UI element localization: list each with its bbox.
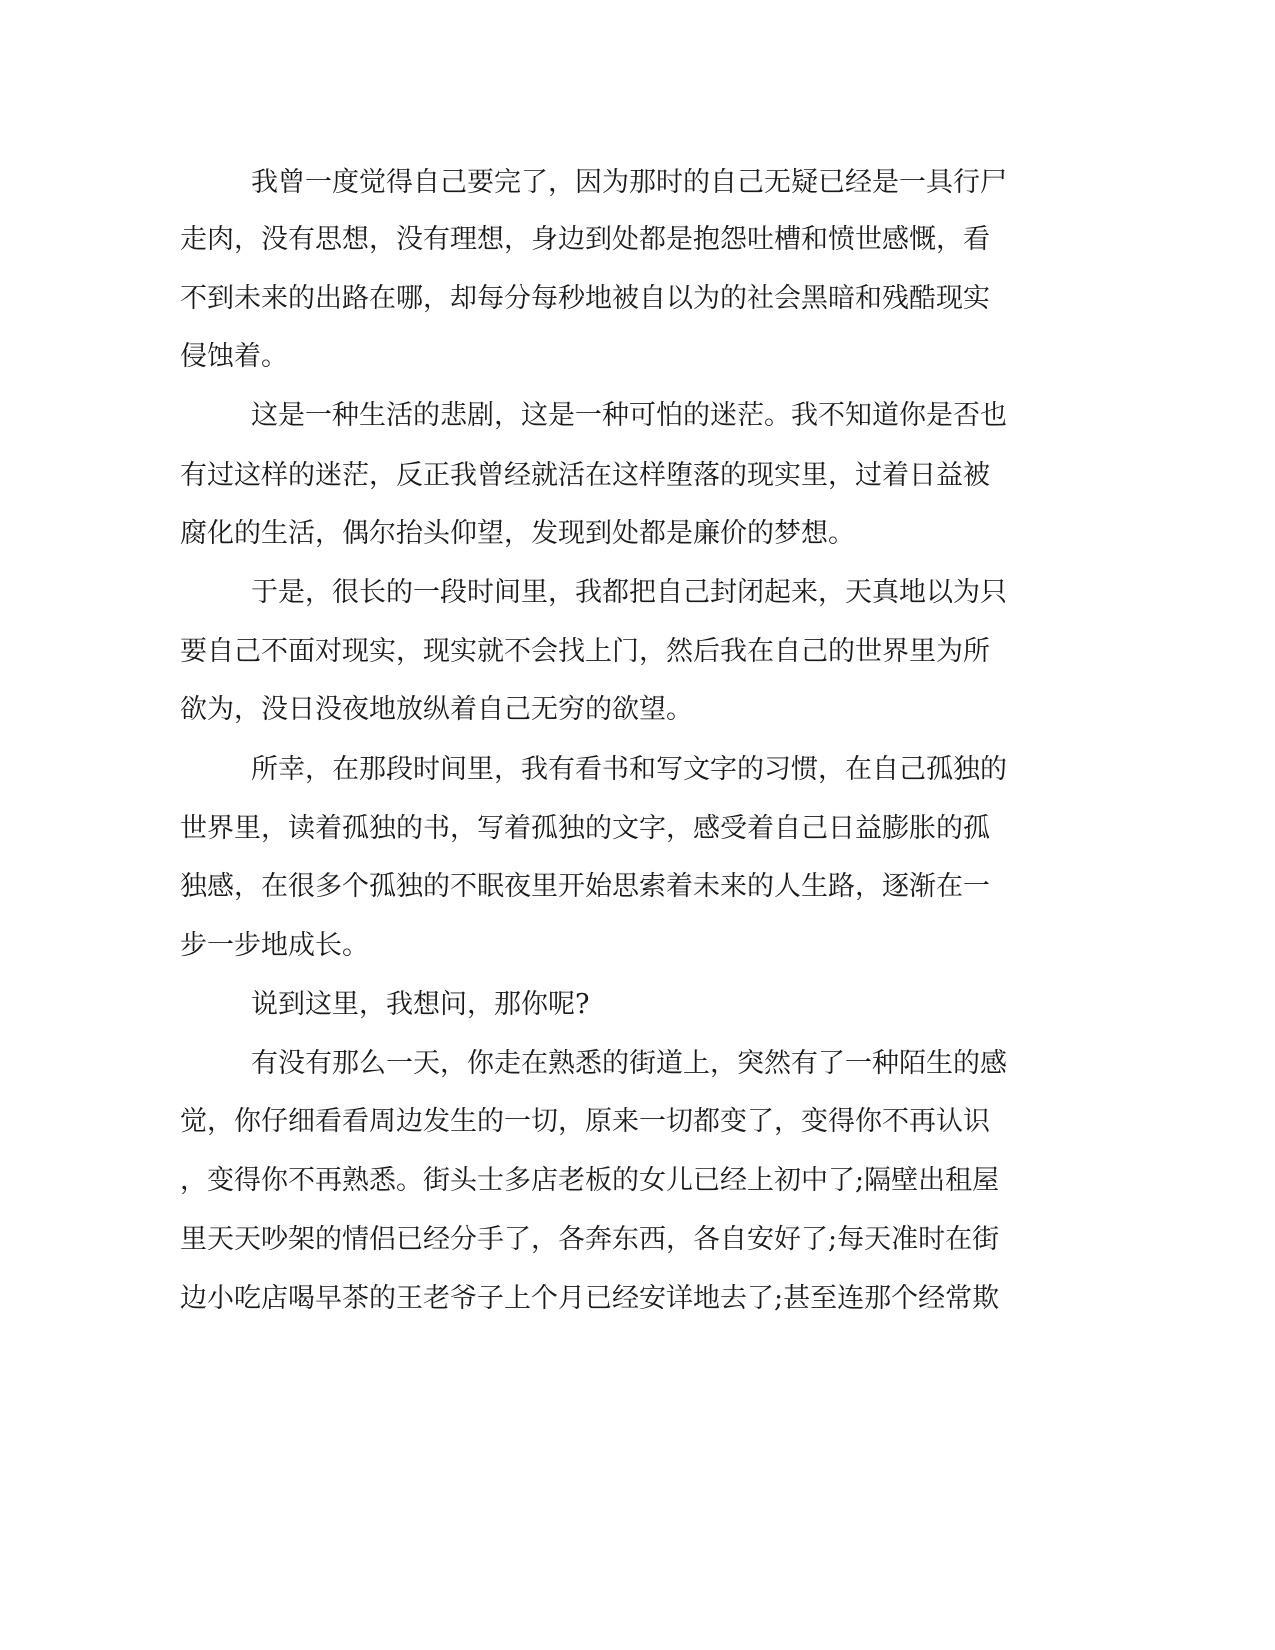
text-line: 我曾一度觉得自己要完了，因为那时的自己无疑已经是一具行尸 — [251, 167, 1007, 198]
text-line: 里天天吵架的情侣已经分手了，各奔东西，各自安好了;每天准时在街 — [180, 1224, 1000, 1255]
text-line: 有没有那么一天，你走在熟悉的街道上，突然有了一种陌生的感 — [251, 1048, 1007, 1079]
text-line: 说到这里，我想问，那你呢? — [251, 989, 590, 1020]
text-line: 独感，在很多个孤独的不眠夜里开始思索着未来的人生路，逐渐在一 — [180, 871, 990, 902]
text-line: 于是，很长的一段时间里，我都把自己封闭起来，天真地以为只 — [251, 577, 1007, 608]
text-line: 所幸，在那段时间里，我有看书和写文字的习惯，在自己孤独的 — [251, 754, 1007, 785]
text-line: 不到未来的出路在哪，却每分每秒地被自以为的社会黑暗和残酷现实 — [180, 283, 990, 314]
text-line: 这是一种生活的悲剧，这是一种可怕的迷茫。我不知道你是否也 — [251, 400, 1007, 431]
text-line: 世界里，读着孤独的书，写着孤独的文字，感受着自己日益膨胀的孤 — [180, 813, 990, 844]
text-line: 觉，你仔细看看周边发生的一切，原来一切都变了，变得你不再认识 — [180, 1106, 990, 1137]
text-line: 有过这样的迷茫，反正我曾经就活在这样堕落的现实里，过着日益被 — [180, 460, 990, 491]
text-line: 走肉，没有思想，没有理想，身边到处都是抱怨吐槽和愤世感慨，看 — [180, 224, 990, 255]
text-line: 边小吃店喝早茶的王老爷子上个月已经安详地去了;甚至连那个经常欺 — [180, 1283, 1000, 1314]
text-line: 侵蚀着。 — [180, 341, 288, 372]
text-line: 欲为，没日没夜地放纵着自己无穷的欲望。 — [180, 694, 693, 725]
text-line: 腐化的生活，偶尔抬头仰望，发现到处都是廉价的梦想。 — [180, 518, 855, 549]
text-line: 要自己不面对现实，现实就不会找上门，然后我在自己的世界里为所 — [180, 636, 990, 667]
text-line: 步一步地成长。 — [180, 930, 369, 961]
text-line: ，变得你不再熟悉。街头士多店老板的女儿已经上初中了;隔壁出租屋 — [180, 1165, 1000, 1196]
